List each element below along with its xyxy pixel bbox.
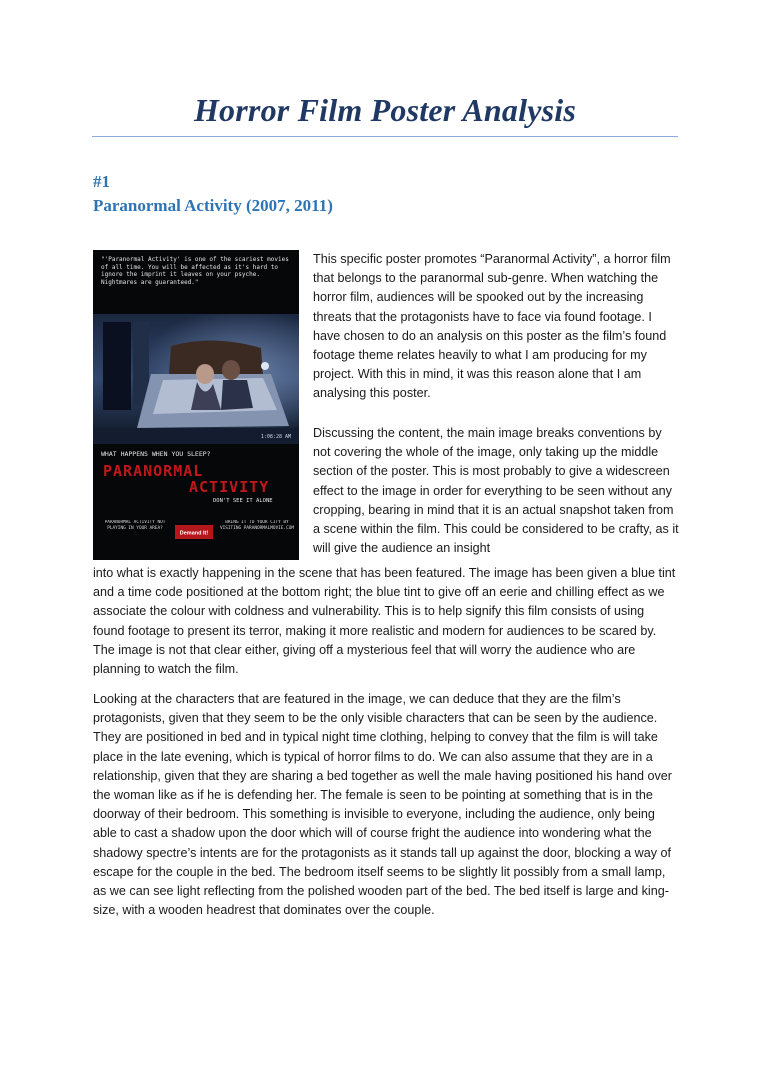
poster-quote: "'Paranormal Activity' is one of the scariest movies of all time. You will be affected as it's hard to ignore the imprint it leaves on your psyche. Nightmares are guaranteed." <box>101 256 289 286</box>
bedroom-scene <box>93 314 299 444</box>
page-title: Horror Film Poster Analysis <box>193 92 577 128</box>
characters-paragraph: Looking at the characters that are featured in the image, we can deduce that they are the film’s protagonists, given that they seem to be the only visible characters that can be seen by the audience. They are positioned in bed and in typical night time clothing, helping to convey that the film is will take place in the late evening, which is typical of horror films to do. We can also assume that they are in a relationship, given that they are sharing a bed together as well the male having positioned his hand over the woman like as if he is defending her. The female is seen to be pointing at something that is in the doorway of their bedroom. This something is invisible to everyone, including the audience, only being able to cast a shadow upon the door which will of course fright the audience into wondering what the shadowy spectre’s intents are for the protagonists as it stands tall up against the door, blocking a way of escape for the couple in the bed. The bedroom itself seems to be slightly lit possibly from a small lamp, as we can see light reflecting from the polished wooden part of the bed. The bed itself is large and king-size, with a wooden headrest that dominates over the couple. <box>93 692 672 918</box>
poster-slogan: DON'T SEE IT ALONE <box>213 498 273 504</box>
poster-demand-label: Demand It! <box>179 530 209 537</box>
content-paragraph-part1: Discussing the content, the main image breaks conventions by not covering the whole of the image, only taking up the middle section of the poster. This is most probably to give a widescreen effect to the image in order for everything to be seen without any cropping, bearing in mind that it is an actual snapshot taken from a scene within the film. This could be considered to be crafty, as it will give the audience an insight <box>313 426 679 556</box>
poster-title-line1: PARANORMAL <box>103 462 204 480</box>
title-underline <box>92 136 678 137</box>
content-paragraph-part2: into what is exactly happening in the scene that has been featured. The image has been given a blue tint and a time code positioned at the bottom right; the blue tint to give off an eerie and chilling effect as we associate the colour with coldness and vulnerability. This is to help signify this film consists of using found footage to present its terror, making it more realistic and modern for audiences to be scared by. The image is not that clear either, giving off a mysterious feel that will worry the audience who are planning to watch the film. <box>93 566 676 677</box>
section-number: #1 <box>93 172 110 191</box>
intro-paragraph: This specific poster promotes “Paranormal Activity”, a horror film that belongs to the paranormal sub-genre. When watching the horror film, audiences will be spooked out by the increasing threats that the protagonists have to face via found footage. I have chosen to do an analysis on this poster as the film’s found footage theme relates heavily to what I am producing for my project. With this in mind, it was this reason alone that I am analysing this poster. <box>313 252 671 401</box>
poster-image <box>93 250 299 560</box>
poster-tagline: WHAT HAPPENS WHEN YOU SLEEP? <box>101 450 211 458</box>
poster-visit-text: BRING IT TO YOUR CITY BY VISITING PARANORMALMOVIE.COM <box>219 520 294 531</box>
poster-timecode: 1:08:28 AM <box>260 434 291 440</box>
poster-title-line2: ACTIVITY <box>189 478 270 496</box>
film-heading: Paranormal Activity (2007, 2011) <box>93 196 333 215</box>
poster-not-playing-text: PARANORMAL ACTIVITY NOT PLAYING IN YOUR AREA? <box>104 520 166 531</box>
